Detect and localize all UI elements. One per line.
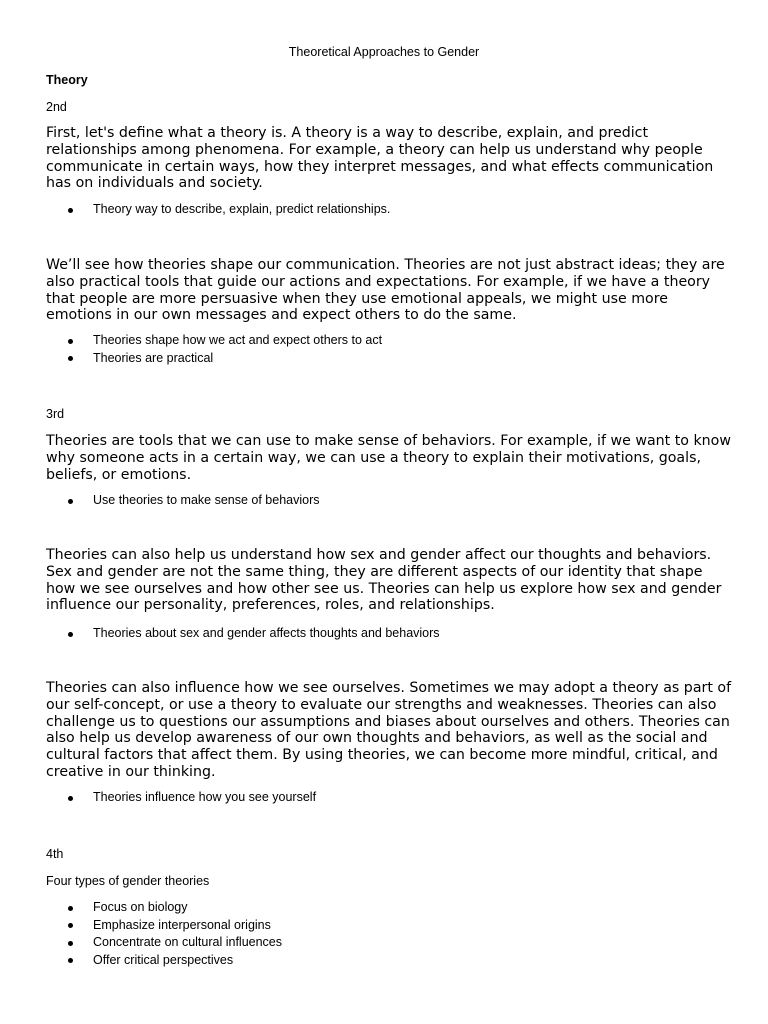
list-item <box>46 899 282 917</box>
list-item-text: Theory way to describe, explain, predict relationships. <box>93 202 391 216</box>
bullet-list <box>46 789 316 807</box>
section-label-2nd: 2nd <box>46 100 67 114</box>
bullet-icon <box>68 906 73 911</box>
paragraph-theories-shape: We’ll see how theories shape our communication. Theories are not just abstract ideas; they are also practical tools that guide our actions and expectations. For example, if we have a theory that people are more persuasive when they use emotional appeals, we might use more emotions in our own messages and expect others to do the same. <box>46 257 725 324</box>
bullet-icon <box>68 499 73 504</box>
bullet-icon <box>68 632 73 637</box>
section-label-4th: 4th <box>46 847 64 861</box>
list-item <box>46 917 282 935</box>
paragraph-define-theory: First, let's define what a theory is. A theory is a way to describe, explain, and predict relationships among phenomena. For example, a theory can help us understand why people communicate in certain ways, how they interpret messages, and what effects communication has on individuals and society. <box>46 125 714 192</box>
section-heading-theory: Theory <box>46 73 88 87</box>
bullet-icon <box>68 941 73 946</box>
section-label-3rd: 3rd <box>46 407 65 421</box>
list-item-text: Offer critical perspectives <box>93 952 234 967</box>
document-title: Theoretical Approaches to Gender <box>288 45 480 59</box>
list-item <box>46 625 440 643</box>
bullet-icon <box>68 208 73 213</box>
bullet-icon <box>68 339 73 344</box>
list-item-text: Concentrate on cultural influences <box>93 935 283 950</box>
list-item <box>46 332 382 350</box>
bullet-list <box>46 492 320 510</box>
list-item <box>46 350 382 368</box>
list-item-text: Theories are practical <box>93 350 214 365</box>
bullet-icon <box>68 356 73 361</box>
list-item-text: Theories influence how you see yourself <box>93 790 317 804</box>
list-item-text: Focus on biology <box>93 900 188 914</box>
paragraph-tools-behaviors: Theories are tools that we can use to make sense of behaviors. For example, if we want to know why someone acts in a certain way, we can use a theory to explain their motivations, goals, beliefs, or emotions. <box>46 433 731 483</box>
bullet-list <box>46 201 390 219</box>
list-item-text: Theories shape how we act and expect others to act <box>93 333 383 347</box>
list-item-text: Emphasize interpersonal origins <box>93 917 271 932</box>
list-item <box>46 492 320 510</box>
bullet-icon <box>68 958 73 963</box>
paragraph-influence-self: Theories can also influence how we see ourselves. Sometimes we may adopt a theory as part of our self-concept, or use a theory to evaluate our strengths and weaknesses. Theories can also challenge us to questions our assumptions and biases about ourselves and others. Theories can also help us develop awareness of our own thoughts and behaviors, as well as the social and cultural factors that affect them. By using theories, we can become more mindful, critical, and creative in our thinking. <box>46 680 732 780</box>
list-item-text: Theories about sex and gender affects thoughts and behaviors <box>93 626 440 640</box>
list-item <box>46 952 282 970</box>
bullet-icon <box>68 923 73 928</box>
bullet-icon <box>68 796 73 801</box>
bullet-list <box>46 899 282 969</box>
bullet-list <box>46 625 440 643</box>
paragraph-sex-gender: Theories can also help us understand how sex and gender affect our thoughts and behaviors. Sex and gender are not the same thing, they are different aspects of our identity that shape how we see ourselves and how other see us. Theories can help us explore how sex and gender influence our personality, preferences, roles, and relationships. <box>46 547 722 614</box>
list-item-text: Use theories to make sense of behaviors <box>93 493 320 507</box>
list-item <box>46 934 282 952</box>
list-item <box>46 789 316 807</box>
paragraph-four-types: Four types of gender theories <box>46 874 210 888</box>
list-item <box>46 201 390 219</box>
bullet-list <box>46 332 382 367</box>
